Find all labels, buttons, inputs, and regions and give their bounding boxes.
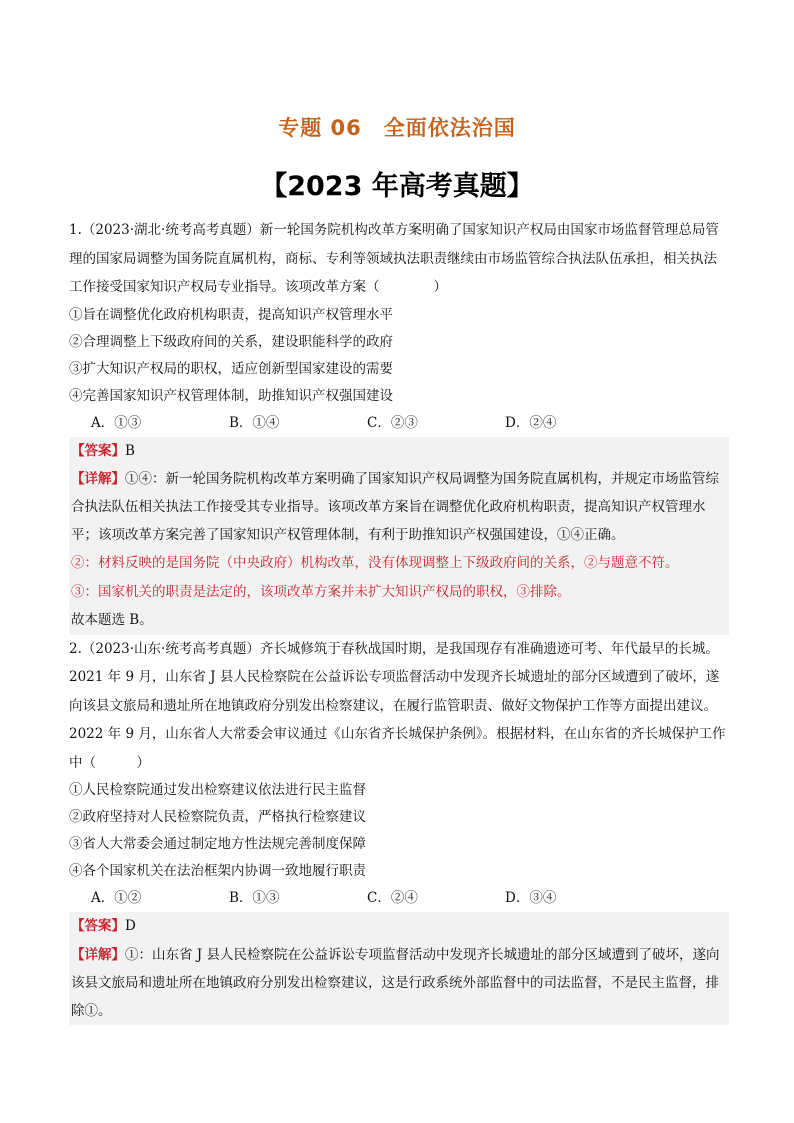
- answer-choices: [69, 410, 729, 437]
- detail-note-2: ②：材料反映的是国务院（中央政府）机构改革，没有体现调整上下级政府间的关系，②与题意不符。: [71, 555, 679, 571]
- statement-2: ②政府坚持对人民检察院负责，严格执行检察建议: [69, 809, 366, 825]
- topic-number: 专题 06: [278, 116, 362, 140]
- answer-choices: [69, 885, 729, 912]
- topic-name: 全面依法治国: [383, 116, 516, 140]
- question-2: [69, 635, 729, 1025]
- question-stem: 2.（2023·山东·统考高考真题）齐长城修筑于春秋战国时期，是我国现存有准确遗迹可考、年代最早的长城。2021 年 9 月，山东省 J 县人民检察院在公益诉讼专项监督活动中发现齐长城遗址的部分区域遭到了破坏，遂向该县文旅局和遗址所在地镇政府分别发出检察建议，在履行监管职责、做好文物保护工作等方面提出建议。2022 年 9 月，山东省人大常委会审议通过《山东省齐长城保护条例》。根据材料，在山东省的齐长城保护工作中（ ）: [69, 640, 726, 771]
- detail-paragraph: [69, 941, 729, 1025]
- choice-a: A．①③: [91, 414, 142, 431]
- choice-d: D．③④: [505, 890, 557, 906]
- choice-c: C．②③: [367, 414, 418, 431]
- detail-note-3: ③：国家机关的职责是法定的，该项改革方案并未扩大知识产权局的职权，③排除。: [71, 583, 571, 600]
- topic-title: [0, 112, 794, 142]
- choice-a: A．①②: [91, 890, 142, 906]
- statement-1: ①旨在调整优化政府机构职责，提高知识产权管理水平: [69, 306, 393, 323]
- statement-1: ①人民检察院通过发出检察建议依法进行民主监督: [69, 782, 366, 798]
- statement-2: ②合理调整上下级政府间的关系，建设职能科学的政府: [69, 333, 393, 350]
- detail-text: ①：山东省 J 县人民检察院在公益诉讼专项监督活动中发现齐长城遗址的部分区域遭到了破坏，遂向该县文旅局和遗址所在地镇政府分别发出检察建议，这是行政系统外部监督中的司法监督，不是民主监督，排除①。: [71, 946, 720, 1019]
- choice-b: B．①④: [229, 414, 280, 431]
- choice-b: B．①③: [229, 890, 280, 906]
- question-list: [69, 216, 729, 1025]
- detail-paragraph: [69, 465, 729, 549]
- answer-line: [69, 437, 729, 466]
- detail-label: 【详解】: [71, 946, 125, 963]
- choice-c: C．②④: [367, 890, 418, 906]
- question-1: [69, 216, 729, 635]
- answer-explanation: [69, 912, 729, 1025]
- detail-label: 【详解】: [71, 471, 125, 487]
- statement-4: ④完善国家知识产权管理体制，助推知识产权强国建设: [69, 387, 393, 404]
- answer-line: [69, 912, 729, 941]
- detail-text: ①④：新一轮国务院机构改革方案明确了国家知识产权局调整为国务院直属机构，并规定市场监管综合执法队伍相关执法工作接受其专业指导。该项改革方案旨在调整优化政府机构职责，提高知识产权管理水平；该项改革方案完善了国家知识产权管理体制，有利于助推知识产权强国建设，①④正确。: [71, 471, 719, 543]
- statement-4: ④各个国家机关在法治框架内协调一致地履行职责: [69, 863, 366, 879]
- statement-3: ③省人大常委会通过制定地方性法规完善制度保障: [69, 836, 366, 852]
- answer-value: D: [125, 918, 136, 934]
- choice-d: D．②④: [505, 414, 557, 431]
- answer-value: B: [125, 442, 135, 459]
- question-stem: 1.（2023·湖北·统考高考真题）新一轮国务院机构改革方案明确了国家知识产权局由国家市场监督管理总局管理的国家局调整为国务院直属机构，商标、专利等领域执法职责继续由市场监管综合执法队伍承担，相关执法工作接受国家知识产权局专业指导。该项改革方案（ ）: [69, 222, 719, 295]
- statement-3: ③扩大知识产权局的职权，适应创新型国家建设的需要: [69, 360, 393, 377]
- answer-explanation: [69, 437, 729, 635]
- answer-label: 【答案】: [71, 918, 125, 934]
- section-title: 【2023 年高考真题】: [260, 171, 534, 202]
- conclusion: 故本题选 B。: [71, 612, 153, 628]
- answer-label: 【答案】: [71, 442, 125, 459]
